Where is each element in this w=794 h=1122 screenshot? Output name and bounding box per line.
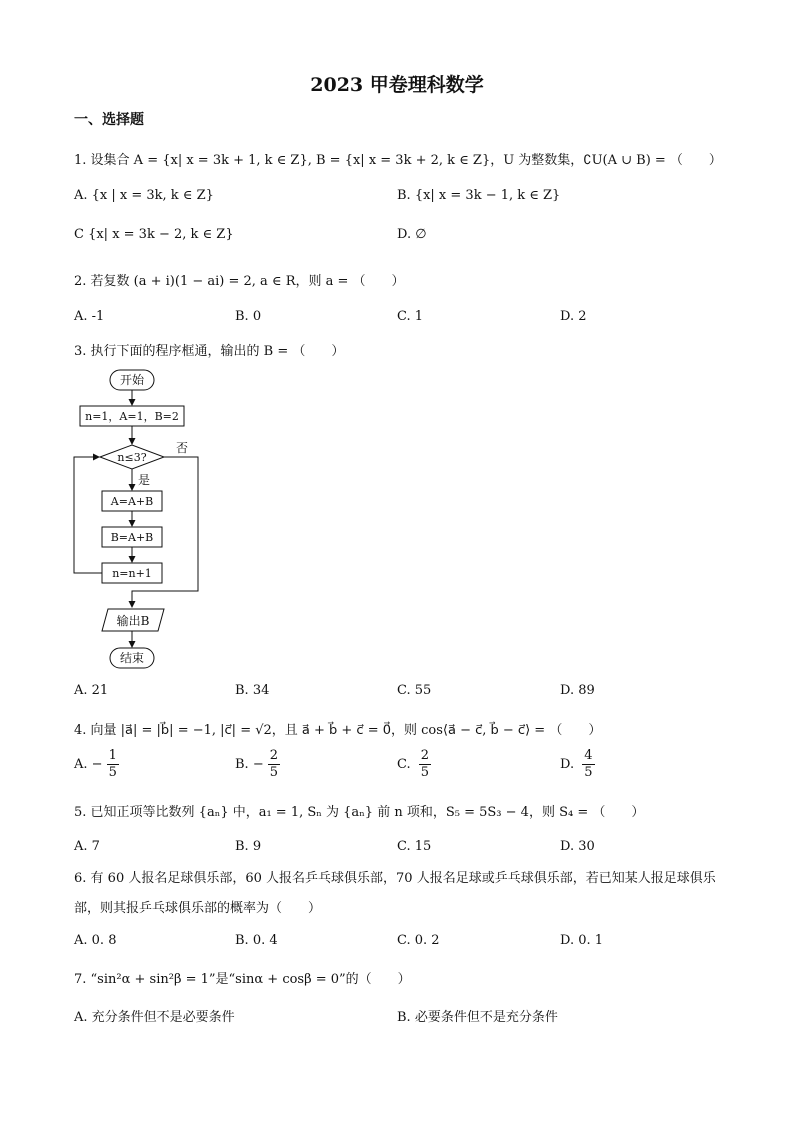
denominator: 5 xyxy=(584,765,593,780)
question-6-option-a: A. 0. 8 xyxy=(74,933,117,948)
question-2-stem: 2. 若复数 (a + i)(1 − ai) = 2, a ∈ R，则 a = （ ） xyxy=(74,274,405,289)
denominator: 5 xyxy=(269,765,279,780)
question-1-stem: 1. 设集合 A = {x| x = 3k + 1, k ∈ Z}, B = {x| x = 3k + 2, k ∈ Z}，U 为整数集，∁U(A ∪ B) = （ ） xyxy=(74,153,722,168)
flow-end-label: 结束 xyxy=(119,651,145,665)
flowchart xyxy=(66,362,206,674)
numerator: 1 xyxy=(108,748,117,763)
question-1-option-b: B. {x| x = 3k − 1, k ∈ Z} xyxy=(397,188,561,203)
question-1-option-c: C {x| x = 3k − 2, k ∈ Z} xyxy=(74,227,234,242)
question-4-option-d xyxy=(560,748,595,781)
option-label: A. xyxy=(74,757,88,772)
numerator: 2 xyxy=(420,748,430,763)
question-4-option-b xyxy=(235,748,280,781)
question-5-option-a: A. 7 xyxy=(74,839,100,854)
question-1-option-d: D. ∅ xyxy=(397,227,427,242)
question-2-option-c: C. 1 xyxy=(397,309,424,324)
fraction xyxy=(268,748,280,781)
question-7-stem: 7. “sin²α + sin²β = 1”是“sinα + cosβ = 0”的（ ） xyxy=(74,972,411,987)
fraction xyxy=(107,748,119,781)
minus-sign: − xyxy=(91,757,103,772)
question-5-option-c: C. 15 xyxy=(397,839,432,854)
question-3-stem: 3. 执行下面的程序框通，输出的 B = （ ） xyxy=(74,344,345,359)
option-label: C. xyxy=(397,757,411,772)
flow-condition-label: n≤3? xyxy=(117,451,147,464)
question-4-option-c xyxy=(397,748,431,781)
flow-step-b-label: B=A+B xyxy=(110,531,154,544)
question-3-option-b: B. 34 xyxy=(235,683,270,698)
question-7-option-a: A. 充分条件但不是必要条件 xyxy=(74,1010,235,1025)
denominator: 5 xyxy=(420,765,430,780)
option-label: D. xyxy=(560,757,575,772)
question-3-option-c: C. 55 xyxy=(397,683,432,698)
option-label: B. xyxy=(235,757,249,772)
flow-start-label: 开始 xyxy=(119,373,145,387)
question-6-stem: 6. 有 60 人报名足球俱乐部，60 人报名乒乓球俱乐部，70 人报名足球或乒乓球俱乐部，若已知某人报足球俱乐部，则其报乒乓球俱乐部的概率为（ ） xyxy=(74,871,716,916)
question-5-stem: 5. 已知正项等比数列 {aₙ} 中，a₁ = 1, Sₙ 为 {aₙ} 前 n 项和，S₅ = 5S₃ − 4，则 S₄ = （ ） xyxy=(74,805,645,820)
page-title: 2023 甲卷理科数学 xyxy=(310,74,484,96)
question-5-option-b: B. 9 xyxy=(235,839,262,854)
question-3-option-d: D. 89 xyxy=(560,683,595,698)
numerator: 4 xyxy=(584,748,593,763)
question-6-option-c: C. 0. 2 xyxy=(397,933,440,948)
question-5-option-d: D. 30 xyxy=(560,839,595,854)
flow-step-n-label: n=n+1 xyxy=(112,567,152,580)
question-4-stem: 4. 向量 |a⃗| = |b⃗| = −1, |c⃗| = √2，且 a⃗ + b⃗ + c⃗ = 0⃗，则 cos⟨a⃗ − c⃗, b⃗ − c⃗⟩ = （ ） xyxy=(74,723,602,738)
section-heading: 一、选择题 xyxy=(74,112,144,128)
question-4-option-a xyxy=(74,748,119,781)
question-2-option-b: B. 0 xyxy=(235,309,262,324)
fraction xyxy=(419,748,431,781)
flow-output-label: 输出B xyxy=(116,614,150,628)
question-1-option-a: A. {x | x = 3k, k ∈ Z} xyxy=(74,188,214,203)
flow-no-label: 否 xyxy=(175,441,189,455)
flow-yes-label: 是 xyxy=(137,473,151,487)
question-6-option-b: B. 0. 4 xyxy=(235,933,278,948)
question-2-option-a: A. -1 xyxy=(74,309,105,324)
question-2-option-d: D. 2 xyxy=(560,309,587,324)
numerator: 2 xyxy=(269,748,279,763)
question-3-option-a: A. 21 xyxy=(74,683,109,698)
flow-step-a-label: A=A+B xyxy=(110,495,154,508)
question-7-option-b: B. 必要条件但不是充分条件 xyxy=(397,1010,558,1025)
denominator: 5 xyxy=(108,765,117,780)
flow-init-label: n=1，A=1，B=2 xyxy=(85,410,179,423)
question-6-option-d: D. 0. 1 xyxy=(560,933,604,948)
fraction xyxy=(582,748,594,781)
minus-sign: − xyxy=(252,757,264,772)
